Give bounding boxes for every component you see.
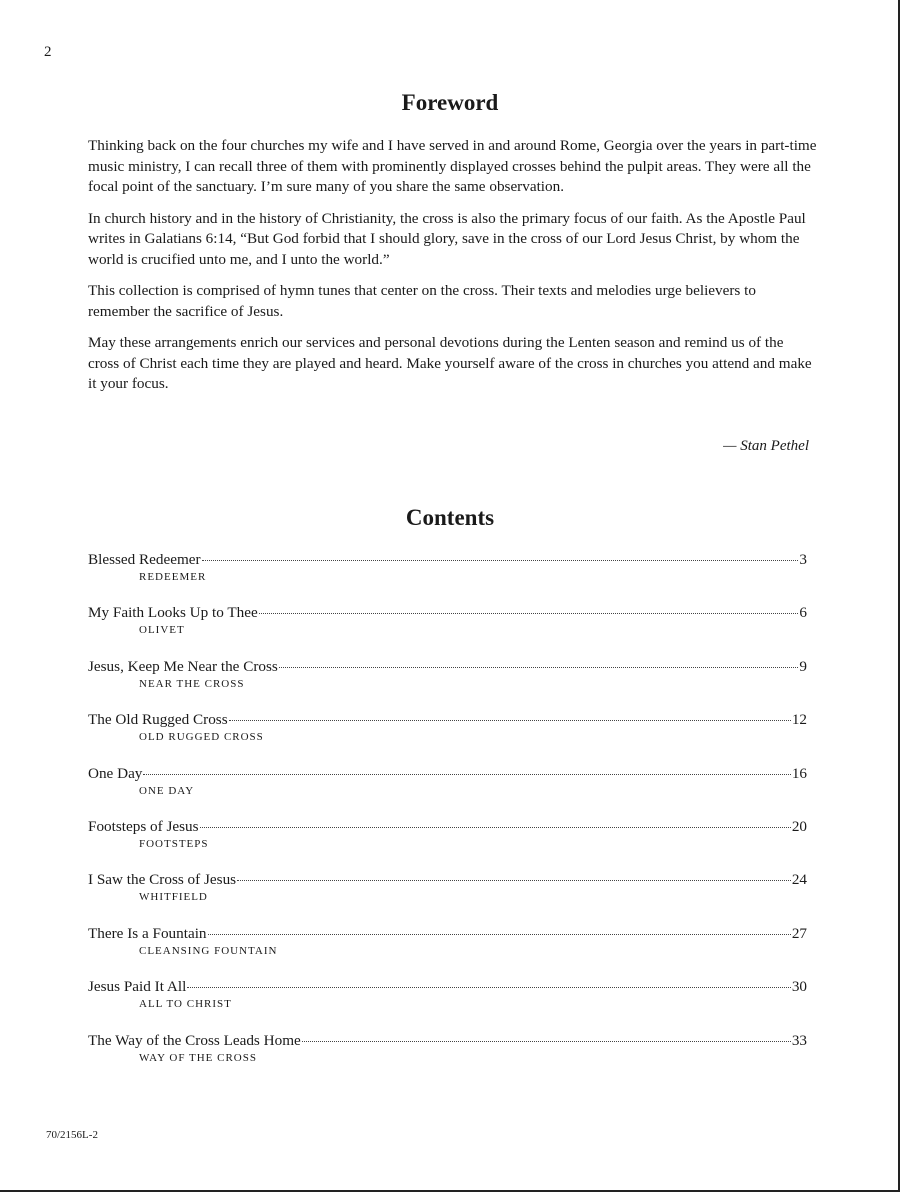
- toc-line: [88, 550, 807, 569]
- toc-line: [88, 657, 807, 676]
- toc-page-number: 33: [791, 1031, 807, 1049]
- toc-entry: [88, 710, 807, 763]
- toc-title: Footsteps of Jesus: [88, 817, 199, 835]
- toc-page-number: 30: [791, 978, 807, 996]
- toc-entry: [88, 603, 807, 656]
- toc-line: [88, 710, 807, 729]
- toc-line: [88, 817, 807, 836]
- toc-page-number: 24: [791, 871, 807, 889]
- toc-tune-name: NEAR THE CROSS: [139, 677, 245, 690]
- toc-line: [88, 977, 807, 996]
- toc-title: The Old Rugged Cross: [88, 711, 228, 729]
- toc-line: [88, 1031, 807, 1050]
- toc-title: The Way of the Cross Leads Home: [88, 1031, 301, 1049]
- toc-leader-dots: [229, 720, 791, 721]
- toc-leader-dots: [200, 827, 791, 828]
- foreword-body: [88, 136, 818, 406]
- toc-page-number: 6: [799, 604, 807, 622]
- toc-leader-dots: [202, 560, 799, 561]
- toc-entry: [88, 870, 807, 923]
- toc-leader-dots: [259, 613, 799, 614]
- toc-title: Blessed Redeemer: [88, 551, 201, 568]
- toc-tune-name: OLD RUGGED CROSS: [139, 731, 264, 744]
- toc-page-number: 9: [799, 657, 807, 675]
- toc-line: [88, 764, 807, 783]
- foreword-paragraph: This collection is comprised of hymn tunes that center on the cross. Their texts and melodies urge believers to remember the sacrifice of Jesus.: [88, 282, 756, 320]
- foreword-paragraph: May these arrangements enrich our services and personal devotions during the Lenten season and remind us of the cross of Christ each time they are played and heard. Make yourself aware of the cross in churches you attend and make it your focus.: [88, 334, 812, 392]
- toc-tune-name: REDEEMER: [139, 571, 207, 583]
- catalog-number: 70/2156L-2: [46, 1129, 98, 1141]
- toc-entry: [88, 817, 807, 870]
- toc-leader-dots: [302, 1041, 791, 1042]
- toc-leader-dots: [237, 880, 791, 881]
- toc-leader-dots: [187, 987, 791, 988]
- toc-title: One Day: [88, 764, 143, 782]
- foreword-paragraph: In church history and in the history of Christianity, the cross is also the primary focus of our faith. As the Apostle Paul writes in Galatians 6:14, “But God forbid that I should glory, save in the cross of our Lord Jesus Christ, by whom the world is crucified unto me, and I unto the world.”: [88, 209, 806, 268]
- table-of-contents: [88, 550, 807, 1084]
- toc-tune-name: OLIVET: [139, 624, 185, 637]
- toc-page-number: 16: [791, 764, 807, 782]
- toc-entry: [88, 1031, 807, 1084]
- toc-leader-dots: [279, 667, 799, 668]
- foreword-title: Foreword: [401, 90, 499, 115]
- toc-tune-name: CLEANSING FOUNTAIN: [139, 944, 278, 957]
- toc-title: Jesus Paid It All: [88, 978, 187, 996]
- toc-page-number: 27: [791, 924, 807, 942]
- contents-title: Contents: [405, 505, 495, 530]
- toc-line: [88, 603, 807, 622]
- page-number: 2: [44, 44, 52, 60]
- foreword-signature: — Stan Pethel: [723, 438, 809, 454]
- foreword-paragraph: Thinking back on the four churches my wife and I have served in and around Rome, Georgia over the years in part-time music ministry, I can recall three of them with prominently displayed crosses behind the pulpit areas. They were all the focal point of the sanctuary. I’m sure many of you share the same observation.: [88, 137, 817, 195]
- toc-tune-name: WHITFIELD: [139, 891, 208, 904]
- toc-leader-dots: [208, 934, 791, 935]
- toc-entry: [88, 977, 807, 1030]
- toc-page-number: 3: [799, 551, 807, 568]
- toc-entry: [88, 550, 807, 603]
- toc-tune-name: FOOTSTEPS: [139, 837, 209, 850]
- toc-entry: [88, 657, 807, 710]
- toc-title: There Is a Fountain: [88, 924, 207, 942]
- toc-tune-name: ONE DAY: [139, 784, 195, 797]
- toc-title: Jesus, Keep Me Near the Cross: [88, 657, 278, 675]
- toc-tune-name: WAY OF THE CROSS: [139, 1051, 257, 1064]
- toc-title: My Faith Looks Up to Thee: [88, 604, 258, 622]
- toc-page-number: 12: [791, 711, 807, 729]
- toc-leader-dots: [143, 774, 790, 775]
- toc-entry: [88, 924, 807, 977]
- toc-line: [88, 870, 807, 889]
- toc-tune-name: ALL TO CHRIST: [139, 998, 232, 1011]
- toc-entry: [88, 764, 807, 817]
- toc-title: I Saw the Cross of Jesus: [88, 871, 237, 889]
- toc-page-number: 20: [791, 817, 807, 835]
- toc-line: [88, 924, 807, 943]
